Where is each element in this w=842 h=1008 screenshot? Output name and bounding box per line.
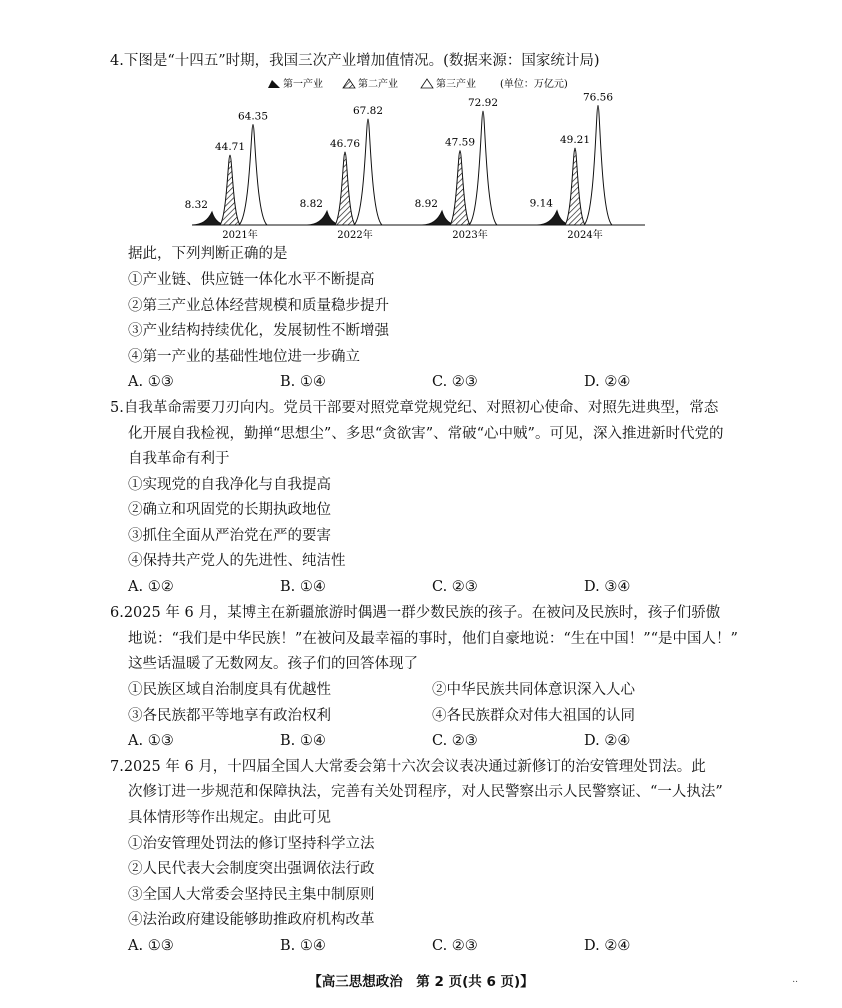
data-label-secondary-2: 46.76	[329, 137, 361, 150]
q4-option-c[interactable]: C. ②③	[432, 374, 478, 390]
q7-item-4: ④法治政府建设能够助推政府机构改革	[128, 912, 375, 928]
peak-tertiary-2	[354, 119, 382, 225]
data-label-primary-2: 8.82	[299, 198, 323, 211]
data-label-secondary-1: 44.71	[214, 141, 246, 154]
q6-option-d[interactable]: D. ②④	[584, 733, 631, 749]
q6-item-3: ③各民族都平等地享有政治权利	[128, 708, 331, 724]
q7-option-c[interactable]: C. ②③	[432, 938, 478, 954]
q4-stem: 4.下图是“十四五”时期，我国三次产业增加值情况。(数据来源：国家统计局)	[110, 53, 600, 69]
x-tick-label-1: 2021年	[222, 230, 258, 241]
q7-item-3: ③全国人大常委会坚持民主集中制原则	[128, 887, 375, 903]
q6-option-c[interactable]: C. ②③	[432, 733, 478, 749]
q6-item-4: ④各民族群众对伟大祖国的认同	[432, 708, 635, 724]
q6-option-a[interactable]: A. ①③	[128, 733, 174, 749]
q4-lead: 据此，下列判断正确的是	[128, 246, 288, 262]
q4-option-a[interactable]: A. ①③	[128, 374, 174, 390]
q6-item-1: ①民族区域自治制度具有优越性	[128, 682, 331, 698]
q5-option-b[interactable]: B. ①④	[280, 579, 326, 595]
q5-item-4: ④保持共产党人的先进性、纯洁性	[128, 553, 346, 569]
q5-option-c[interactable]: C. ②③	[432, 579, 478, 595]
page-footer: 【高三思想政治 第 2 页(共 6 页)】	[308, 974, 534, 990]
chart-legend	[268, 77, 568, 90]
q7-option-d[interactable]: D. ②④	[584, 938, 631, 954]
q5-stem-line-3: 自我革命有利于	[128, 451, 230, 467]
q5-item-3: ③抓住全面从严治党在严的要害	[128, 528, 331, 544]
data-label-primary-1: 8.32	[184, 199, 208, 211]
x-tick-label-3: 2023年	[452, 230, 488, 241]
q5-option-a[interactable]: A. ①②	[128, 579, 174, 595]
data-label-tertiary-2: 67.82	[352, 105, 384, 118]
q7-option-a[interactable]: A. ①③	[128, 938, 174, 954]
peak-tertiary-3	[469, 111, 497, 225]
q4-item-4: ④第一产业的基础性地位进一步确立	[128, 349, 360, 365]
peak-secondary-4	[565, 148, 585, 225]
q4-item-3: ③产业结构持续优化，发展韧性不断增强	[128, 323, 389, 339]
q4-option-b[interactable]: B. ①④	[280, 374, 326, 390]
peak-secondary-3	[450, 151, 470, 225]
data-label-tertiary-3: 72.92	[467, 97, 499, 110]
q4-item-1: ①产业链、供应链一体化水平不断提高	[128, 272, 375, 288]
legend-label-tertiary: 第三产业	[436, 79, 476, 90]
data-label-tertiary-4: 76.56	[582, 91, 614, 104]
q4-option-d[interactable]: D. ②④	[584, 374, 631, 390]
q5-item-2: ②确立和巩固党的长期执政地位	[128, 502, 331, 518]
legend-label-primary: 第一产业	[283, 79, 323, 90]
data-label-primary-4: 9.14	[529, 197, 553, 210]
q5-item-1: ①实现党的自我净化与自我提高	[128, 477, 331, 493]
q7-item-1: ①治安管理处罚法的修订坚持科学立法	[128, 836, 375, 852]
data-label-secondary-4: 49.21	[559, 134, 591, 147]
q5-option-d[interactable]: D. ③④	[584, 579, 631, 595]
data-label-primary-3: 8.92	[414, 198, 438, 211]
peak-tertiary-1	[239, 124, 267, 225]
data-label-tertiary-1: 64.35	[237, 110, 269, 123]
q6-item-2: ②中华民族共同体意识深入人心	[432, 682, 635, 698]
x-tick-label-4: 2024年	[567, 230, 603, 241]
legend-swatch-secondary	[343, 79, 355, 88]
q7-stem-line-3: 具体情形等作出规定。由此可见	[128, 810, 331, 826]
q5-stem-line-1: 5.自我革命需要刀刃向内。党员干部要对照党章党规党纪、对照初心使命、对照先进典型，常态	[110, 400, 719, 416]
corner-mark: ..	[792, 975, 798, 985]
q7-stem-line-2: 次修订进一步规范和保障执法，完善有关处罚程序，对人民警察出示人民警察证、“一人执法”	[128, 784, 723, 800]
legend-swatch-primary	[268, 80, 280, 88]
legend-swatch-tertiary	[421, 79, 433, 88]
chart-unit-label: (单位：万亿元)	[500, 79, 568, 90]
q4-item-2: ②第三产业总体经营规模和质量稳步提升	[128, 298, 389, 314]
peak-secondary-1	[220, 155, 240, 225]
q7-stem-line-1: 7.2025 年 6 月，十四届全国人大常委会第十六次会议表决通过新修订的治安管理处罚法。此	[110, 759, 706, 775]
q6-stem-line-1: 6.2025 年 6 月，某博主在新疆旅游时偶遇一群少数民族的孩子。在被问及民族时，孩子们骄傲	[110, 605, 721, 621]
q6-option-b[interactable]: B. ①④	[280, 733, 326, 749]
q6-stem-line-2: 地说：“我们是中华民族！”在被问及最幸福的事时，他们自豪地说：“生在中国！”“是中国人！”	[128, 631, 738, 647]
q7-option-b[interactable]: B. ①④	[280, 938, 326, 954]
q6-stem-line-3: 这些话温暖了无数网友。孩子们的回答体现了	[128, 656, 418, 672]
peak-secondary-2	[335, 152, 355, 225]
q5-stem-line-2: 化开展自我检视，勤掸“思想尘”、多思“贪欲害”、常破“心中贼”。可见，深入推进新时代党的	[128, 426, 724, 442]
x-tick-label-2: 2022年	[337, 230, 373, 241]
industry-value-chart	[180, 70, 660, 245]
q7-item-2: ②人民代表大会制度突出强调依法行政	[128, 861, 375, 877]
data-label-secondary-3: 47.59	[444, 136, 476, 149]
peak-tertiary-4	[584, 105, 612, 225]
legend-label-secondary: 第二产业	[358, 79, 398, 90]
